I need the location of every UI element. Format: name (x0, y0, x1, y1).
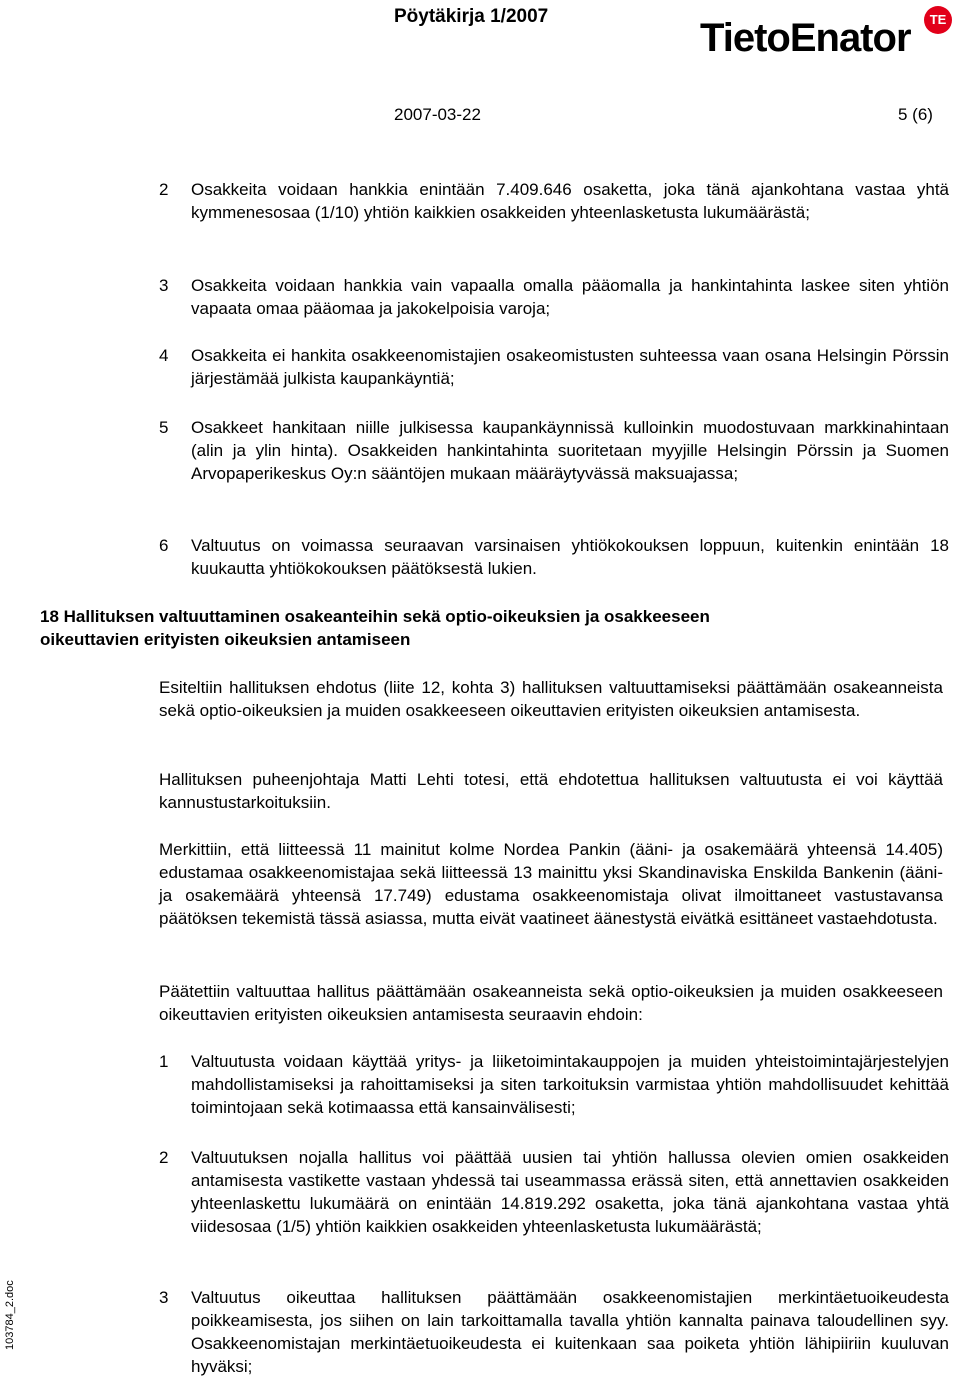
list-item (159, 534, 949, 580)
list-item-number: 1 (159, 1052, 169, 1071)
list-item-text: Osakkeita voidaan hankkia vain vapaalla omalla pääomalla ja hankintahinta laskee siten yhtiön vapaata omaa pääomaa ja jakokelpoisia varoja; (191, 276, 949, 318)
company-logo (700, 6, 952, 58)
document-date: 2007-03-22 (394, 105, 481, 124)
list-item-text: Osakkeita ei hankita osakkeenomistajien osakeomistusten suhteessa vaan osana Helsingin Pörssin järjestämää julkista kaupankäyntiä; (191, 346, 949, 388)
list-item-number: 5 (159, 418, 169, 437)
list-item (159, 274, 949, 320)
list-item-number: 2 (159, 180, 169, 199)
list-item-text: Valtuutus oikeuttaa hallituksen päättämään osakkeenomistajien merkintäetuoikeudesta poikkeamisesta, jos siihen on lain tarkoittamalla tavalla yhtiön kannalta painava taloudellinen syy. Osakkeenomistajan merkintäetuoikeudesta ei kuitenkaan saa poiketa yhtiön lähipiiriin kuuluvan hyväksi; (191, 1288, 949, 1376)
logo-badge-icon: TE (924, 6, 952, 34)
section-heading: 18 Hallituksen valtuuttaminen osakeanteihin sekä optio-oikeuksien ja osakkeeseen oikeuttavien erityisten oikeuksien antamiseen (40, 607, 710, 649)
list-item (159, 1050, 949, 1119)
list-item (159, 344, 949, 390)
document-title: Pöytäkirja 1/2007 (394, 6, 549, 27)
list-item (159, 1286, 949, 1378)
list-item-number: 6 (159, 536, 169, 555)
list-item (159, 178, 949, 224)
list-item-text: Valtuutusta voidaan käyttää yritys- ja liiketoimintakauppojen ja muiden yhteistoimintajärjestelyjen mahdollistamiseksi ja rahoittamiseksi ja siten tarkoituksin varmistaa yhtiön mahdollisuudet kehittää toimintojaan sekä kotimaassa että kansainvälisesti; (191, 1052, 949, 1117)
file-reference: 103784_2.doc (4, 1280, 16, 1350)
list-item-number: 3 (159, 1288, 169, 1307)
list-item-number: 2 (159, 1148, 169, 1167)
list-item-text: Osakkeet hankitaan niille julkisessa kaupankäynnissä kulloinkin muodostuvaan markkinahintaan (alin ja ylin hinta). Osakkeiden hankintahinta suoritetaan myyjille Helsingin Pörssin ja Suomen Arvopaperikeskus Oy:n sääntöjen mukaan määräytyvässä maksuajassa; (191, 418, 949, 483)
list-item (159, 1146, 949, 1238)
paragraph: Hallituksen puheenjohtaja Matti Lehti totesi, että ehdotettua hallituksen valtuutusta ei voi käyttää kannustustarkoituksiin. (159, 770, 943, 812)
list-item (159, 416, 949, 485)
paragraph: Merkittiin, että liitteessä 11 mainitut kolme Nordea Pankin (ääni- ja osakemäärä yhteensä 14.405) edustamaa osakkeenomistajaa sekä liitteessä 13 mainittu yksi Skandinaviska Enskilda Bankenin (ääni- ja osakemäärä yhteensä 17.749) edustama osakkeenomistaja olivat ilmoittaneet vastustavansa päätöksen tekemistä tässä asiassa, mutta eivät vaatineet äänestystä eivätkä esittäneet vastaehdotusta. (159, 840, 943, 928)
list-item-text: Valtuutuksen nojalla hallitus voi päättää uusien tai yhtiön hallussa olevien omien osakkeiden antamisesta vastikette vastaan yhdessä tai useammassa erässä siten, että annettavien osakkeiden yhteenlaskettu lukumäärä on enintään 14.819.292 osaketta, joka tänä ajankohtana vastaa yhtä viidesosaa (1/5) yhtiön kaikkien osakkeiden yhteenlasketusta lukumäärästä; (191, 1148, 949, 1236)
list-item-number: 3 (159, 276, 169, 295)
paragraph: Esiteltiin hallituksen ehdotus (liite 12, kohta 3) hallituksen valtuuttamiseksi päättämään osakeanneista sekä optio-oikeuksien ja muiden osakkeeseen oikeuttavien erityisten oikeuksien antamisesta. (159, 678, 943, 720)
page-number: 5 (6) (898, 105, 933, 124)
list-item-text: Valtuutus on voimassa seuraavan varsinaisen yhtiökokouksen loppuun, kuitenkin enintään 18 kuukautta yhtiökokouksen päätöksestä lukien. (191, 536, 949, 578)
list-item-text: Osakkeita voidaan hankkia enintään 7.409.646 osaketta, joka tänä ajankohtana vastaa yhtä kymmenesosaa (1/10) yhtiön kaikkien osakkeiden yhteenlasketusta lukumäärästä; (191, 180, 949, 222)
list-item-number: 4 (159, 346, 169, 365)
logo-wordmark: TietoEnator (700, 16, 911, 60)
paragraph: Päätettiin valtuuttaa hallitus päättämään osakeanneista sekä optio-oikeuksien ja muiden osakkeeseen oikeuttavien erityisten oikeuksien antamisesta seuraavin ehdoin: (159, 982, 943, 1024)
